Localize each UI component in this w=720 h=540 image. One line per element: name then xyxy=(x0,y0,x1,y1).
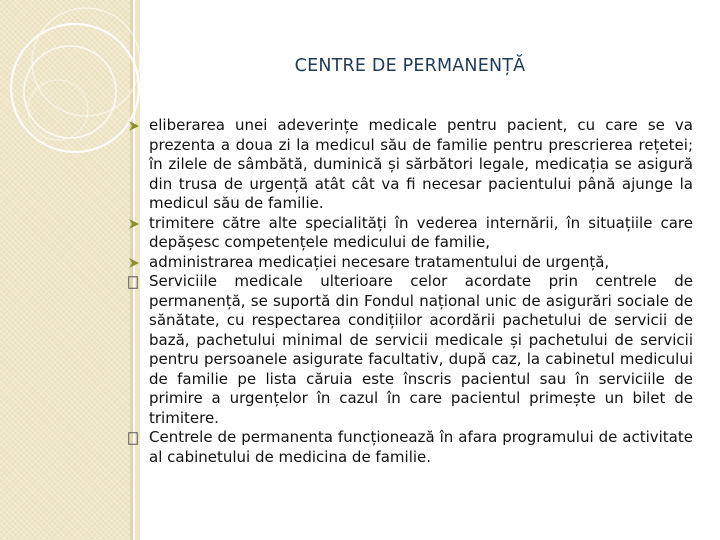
list-item xyxy=(128,428,693,467)
list-item-text: eliberarea unei adeverințe medicale pentru pacient, cu care se va prezenta a doua zi la medicul său de familie pentru prescrierea rețetei; în zilele de sâmbătă, duminică și sărbători legale, medicația se asigură din trusa de urgență atât cât va fi necesar pacientului până ajunge la medicul său de familie. xyxy=(149,116,693,212)
list-item xyxy=(128,116,693,214)
arrowhead-bullet-icon xyxy=(128,116,144,135)
list-item-text: administrarea medicației necesare tratamentului de urgență, xyxy=(149,252,610,271)
list-item-text: trimitere către alte specialități în vederea internării, în situațiile care depășesc competențele medicului de familie, xyxy=(149,213,693,251)
arrowhead-bullet-icon xyxy=(128,214,144,233)
missing-glyph-box-icon xyxy=(128,428,144,447)
list-item-text: Centrele de permanenta funcționează în afara programului de activitate al cabinetului de medicina de familie. xyxy=(149,428,693,466)
missing-glyph-box-icon xyxy=(128,272,144,291)
page-title: CENTRE DE PERMANENȚĂ xyxy=(294,56,526,76)
list-item-text: Serviciile medicale ulterioare celor acordate prin centrele de permanență, se suportă din Fondul național unic de asigurări sociale de sănătate, cu respectarea condițiilor acordării pachetului de servicii de bază, pachetului minimal de servicii medicale și pachetului de servicii pentru persoanele asigurate facultativ, după caz, la cabinetul medicului de familie pe lista căruia este înscris pacientul sau în serviciile de primire a urgențelor în cazul în care pacientul primește un bilet de trimitere. xyxy=(149,272,693,427)
list-item xyxy=(128,272,693,428)
arrowhead-bullet-icon xyxy=(128,253,144,272)
list-item xyxy=(128,253,693,273)
list-item xyxy=(128,214,693,253)
bullet-list xyxy=(128,116,693,467)
